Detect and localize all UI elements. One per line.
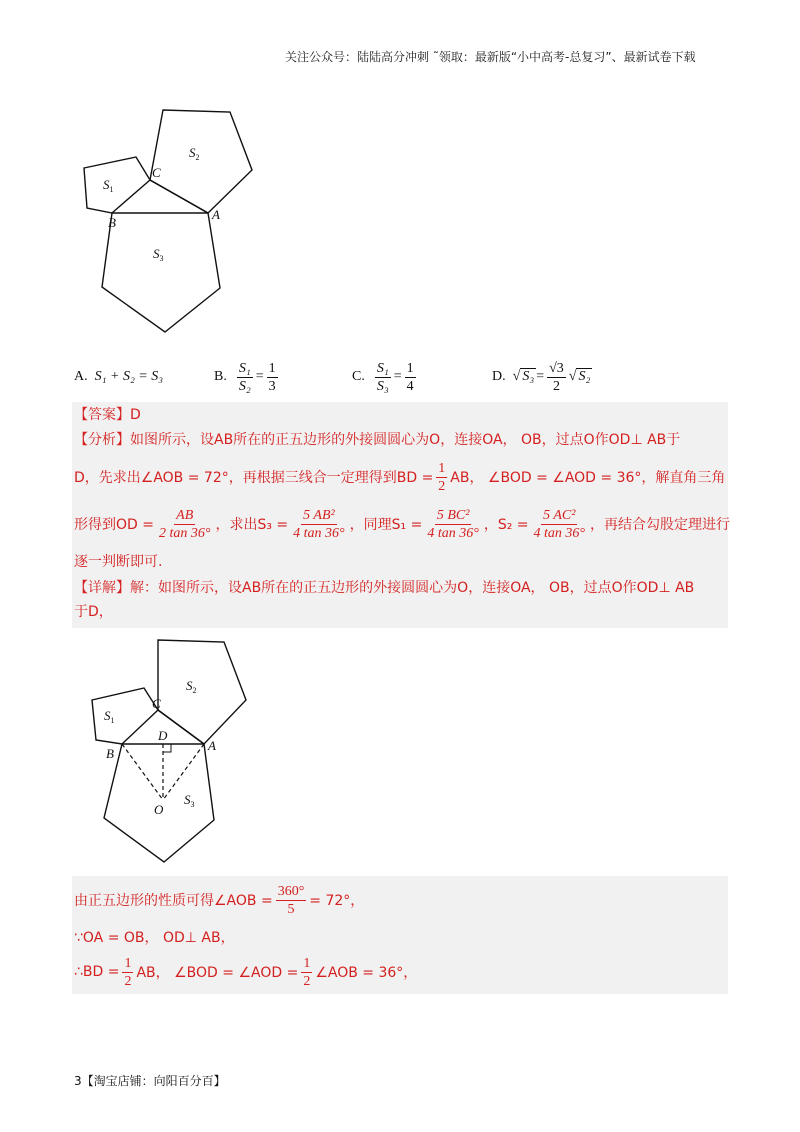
fraction: $\frac{\text{5 BC²}}{4 \tan 36^\circ}$ [427, 507, 479, 541]
pentagon-s1 [92, 688, 158, 744]
segment-ob [122, 744, 163, 800]
segment-ca [150, 180, 208, 213]
label-c: C [152, 165, 161, 180]
fraction: $\frac{\text{S₁}}{\text{S₂}}$ [238, 360, 251, 394]
step-line-2: ∵OA = OB， OD⊥ AB， [74, 930, 235, 946]
detail-line-2: 于D， [74, 604, 113, 620]
step-line-1: 由正五边形的性质可得∠AOB = $\frac{360^\circ}{5}$ = 72°， [74, 883, 365, 917]
step-line-3: ∴BD = $\frac{1}{2}$ AB， ∠BOD = ∠AOD = $\frac{1}{2}$ ∠AOB = 36°， [74, 955, 418, 989]
label-s2: $S_2$ [186, 678, 197, 695]
pentagon-s2 [150, 110, 252, 213]
label-o: O [154, 802, 164, 817]
pentagon-s1 [84, 157, 150, 213]
analysis-line-1: 【分析】如图所示，设AB所在的正五边形的外接圆圆心为O，连接OA， OB，过点O作OD⊥ AB于 [74, 432, 681, 448]
label-s3: $S_3$ [184, 792, 195, 809]
label-c: C [152, 696, 161, 711]
pentagon-s2 [158, 640, 246, 744]
option-a[interactable]: A. S₁ + S₂ = S₃ [74, 369, 164, 384]
fraction: $\frac{1}{3}$ [268, 360, 276, 394]
option-b[interactable]: B. $\frac{\text{S₁}}{\text{S₂}}$ = $\frac{1}{3}$ [214, 360, 276, 394]
fraction: $\frac{\text{5 AB²}}{4 \tan 36^\circ}$ [293, 507, 345, 541]
label-s2: $S_2$ [189, 145, 200, 162]
label-b: B [108, 215, 116, 230]
analysis-line-2: D，先求出∠AOB = 72°，再根据三线合一定理得到BD = $\frac{1}{2}$ AB， ∠BOD = ∠AOD = 36°，解直角三角 [74, 460, 726, 494]
fraction: $\frac{360^\circ}{5}$ [277, 883, 305, 917]
page-footer: 3【淘宝店铺：向阳百分百】 [74, 1074, 226, 1088]
option-d[interactable]: D. √ S₃ = $\frac{√3}{2}$ √ S₂ [492, 360, 591, 394]
label-s1: $S_1$ [103, 177, 114, 194]
label-d: D [158, 728, 168, 743]
sqrt-expr: √ S₃ [512, 369, 535, 384]
fraction: $\frac{1}{2}$ [303, 955, 311, 989]
figure-pentagons-with-center [74, 628, 264, 874]
label-a: A [212, 207, 220, 222]
figure-pentagons [72, 100, 272, 340]
label-s3: $S_3$ [153, 246, 164, 263]
fraction: $\frac{1}{2}$ [124, 955, 132, 989]
page-header: 关注公众号：陆陆高分冲刺 ˜领取：最新版“小中高考-总复习”、最新试卷下载 [285, 50, 696, 64]
sqrt-expr: √ S₂ [568, 369, 591, 384]
answer-line: 【答案】D [74, 407, 141, 423]
fraction: $\frac{1}{2}$ [438, 460, 446, 494]
right-angle-mark [163, 744, 171, 752]
label-b: B [106, 746, 114, 761]
options-row [74, 352, 734, 402]
analysis-line-3: 形得到OD = $\frac{AB}{2 \tan 36^\circ}$ ，求出S₃ = $\frac{\text{5 AB²}}{4 \tan 36^\circ}$ ，同理S₁ = $\frac{\text{5 BC²}}{4 \tan 36^\circ}$ ，S₂ = $\frac{\text{5 AC²}}{4 \tan 36^\circ}$ ，再结合勾股定理进行 [74, 507, 731, 541]
label-s1: $S_1$ [104, 708, 115, 725]
analysis-line-4: 逐一判断即可. [74, 554, 163, 570]
pentagon-s3 [102, 213, 220, 332]
fraction: $\frac{AB}{2 \tan 36^\circ}$ [158, 507, 211, 541]
detail-line-1: 【详解】解：如图所示，设AB所在的正五边形的外接圆圆心为O，连接OA， OB，过点O作OD⊥ AB [74, 580, 695, 596]
fraction: $\frac{\text{5 AC²}}{4 \tan 36^\circ}$ [533, 507, 586, 541]
fraction: $\frac{√3}{2}$ [549, 360, 564, 394]
option-c[interactable]: C. $\frac{\text{S₁}}{\text{S₃}}$ = $\frac{1}{4}$ [352, 360, 414, 394]
fraction: $\frac{1}{4}$ [406, 360, 414, 394]
fraction: $\frac{\text{S₁}}{\text{S₃}}$ [376, 360, 389, 394]
label-a: A [208, 738, 216, 753]
